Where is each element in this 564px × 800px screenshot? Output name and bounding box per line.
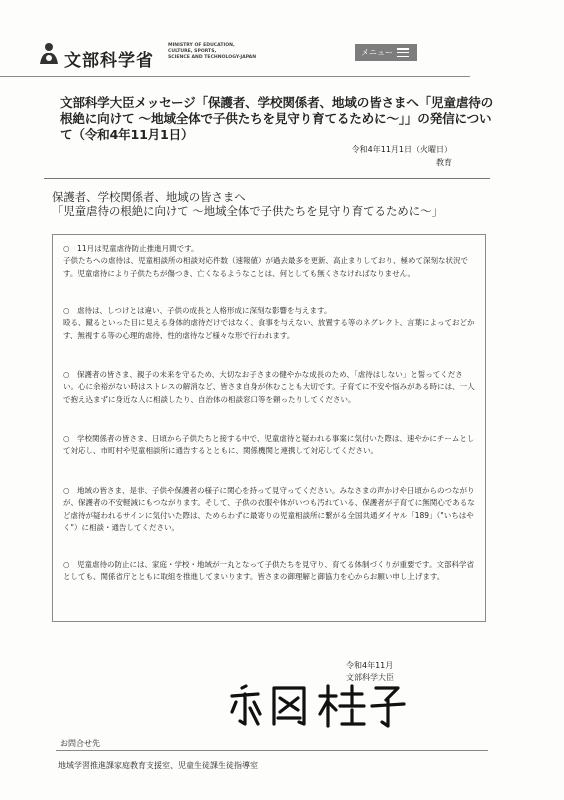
- hamburger-icon: [397, 48, 409, 57]
- paragraph-2: ○ 虐待は、しつけとは違い、子供の成長と人格形成に深刻な影響を与えます。 殴る、蹴るといった目に見える身体的虐待だけではなく、食事を与えない、放置する等のネグレクト、言葉によっておどかす、無視する等の心理的虐待、性的虐待など様々な形で行われます。: [63, 306, 475, 340]
- header-divider: [0, 76, 470, 77]
- contact-divider: [56, 750, 488, 751]
- contact-department: 地域学習推進課家庭教育支援室、児童生徒課生徒指導室: [58, 761, 258, 770]
- logo-text[interactable]: 文部科学省: [64, 51, 154, 71]
- signature-title: 文部科学大臣: [346, 673, 394, 682]
- page-title: 文部科学大臣メッセージ「保護者、学校関係者、地域の皆さまへ「児童虐待の根絶に向けて ～地域全体で子供たちを見守り育てるために～」」の発信について（令和4年11月1日）: [60, 95, 494, 142]
- message-heading-line2: 「児童虐待の根絶に向けて ～地域全体で子供たちを見守り育てるために～」: [52, 204, 443, 218]
- paragraph-6: ○ 児童虐待の防止には、家庭・学校・地域が一丸となって子供たちを見守り、育てる体制づくりが重要です。文部科学省としても、関係省庁とともに取組を推進してまいります。皆さまの御理解と御協力を心からお願い申し上げます。: [63, 560, 474, 582]
- paragraph-3: ○ 保護者の皆さま、親子の未来を守るため、大切なお子さまの健やかな成長のため、「虐待はしない」と誓ってください。心に余裕がない時はストレスの解消など、皆さま自身が休むことも大切です。子育てに不安や悩みがある時には、一人で抱え込まずに身近な人に相談したり、自治体の相談窓口等を頼ったりしてください。: [63, 370, 475, 404]
- signature-date: 令和4年11月: [346, 661, 394, 670]
- ministry-logo-icon[interactable]: [38, 42, 60, 66]
- message-heading: [52, 190, 492, 218]
- menu-button-label: メニュー: [361, 48, 393, 57]
- title-divider: [44, 178, 490, 179]
- menu-button[interactable]: [355, 44, 417, 61]
- paragraph-4: ○ 学校関係者の皆さま、日頃から子供たちと接する中で、児童虐待と疑われる事案に気付いた際は、速やかにチームとして対応し、市町村や児童相談所に通告するとともに、関係機関と連携して対応してください。: [63, 434, 475, 456]
- paragraph-5: ○ 地域の皆さま、是非、子供や保護者の様子に関心を持って見守ってください。みなさまの声かけや日頃からのつながりが、保護者の不安軽減にもつながります。そして、子供の衣服や体がいつも汚れている、保護者が子育てに無関心であるなど虐待が疑われるサインに気付いた際は、ためらわずに最寄りの児童相談所に繋がる全国共通ダイヤル「189」（"いちはやく"）に相談・通告してください。: [63, 486, 475, 532]
- site-header: [0, 38, 564, 74]
- paragraph-1: ○ 11月は児童虐待防止推進月間です。 子供たちへの虐待は、児童相談所の相談対応件数（速報値）が過去最多を更新、高止まりしており、極めて深刻な状況です。児童虐待により子供たちが傷つき、亡くなるようなことは、何としても無くさなければなりません。: [63, 244, 468, 278]
- logo-english-text: MINISTRY OF EDUCATION, CULTURE, SPORTS, SCIENCE AND TECHNOLOGY-JAPAN: [168, 43, 257, 60]
- publish-category: 教育: [436, 158, 452, 167]
- handwritten-signature: [212, 680, 412, 730]
- message-body-box: [52, 234, 486, 622]
- contact-label: お問合せ先: [60, 739, 100, 748]
- message-heading-line1: 保護者、学校関係者、地域の皆さまへ: [52, 190, 246, 204]
- publish-date: 令和4年11月1日（火曜日）: [351, 145, 452, 154]
